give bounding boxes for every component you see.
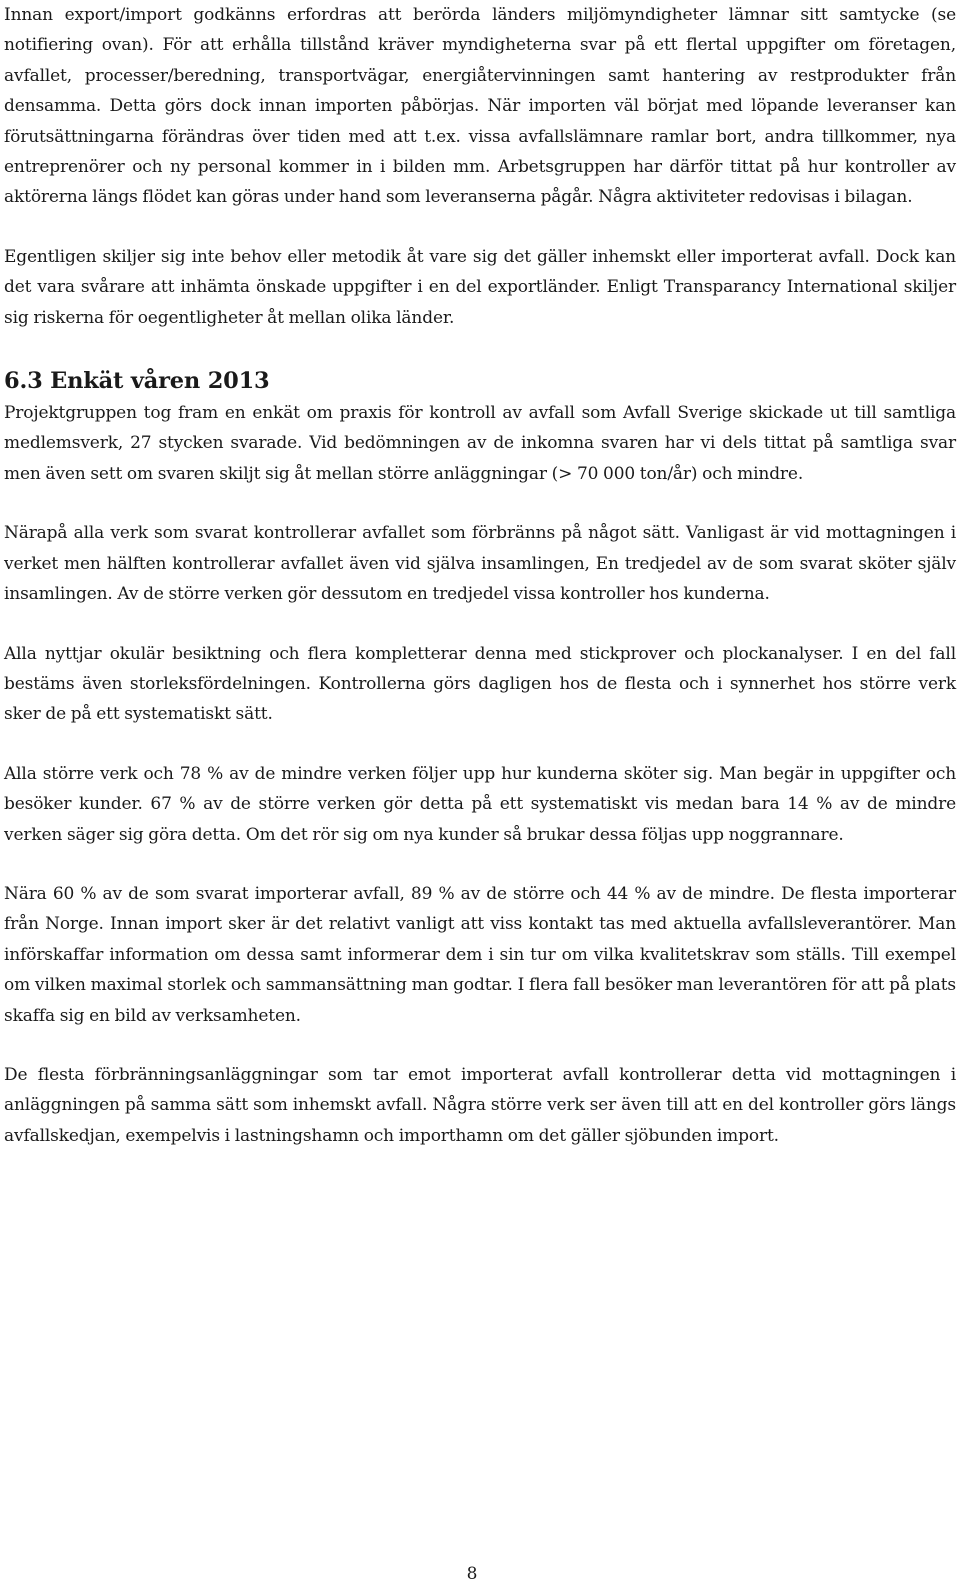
paragraph-inspection-methods: Alla nyttjar okulär besiktning och flera kompletterar denna med stickprover och plockanalyser. I en del fall bestäms även storleksfördelningen. Kontrollerna görs dagligen hos de flesta och i synnerhet hos större verk sker de på ett systematiskt sätt. <box>4 643 956 725</box>
paragraph-control-locations: Närapå alla verk som svarat kontrollerar avfallet som förbränns på något sätt. Vanligast är vid mottagningen i verket men hälften kontrollerar avfallet även vid själva insamlingen, En tredjedel av de som svarat sköter själv insamlingen. Av de större verken gör dessutom en tredjedel vissa kontroller hos kunderna. <box>4 523 956 605</box>
paragraph-methodology-comparison: Egentligen skiljer sig inte behov eller metodik åt vare sig det gäller inhemskt eller importerat avfall. Dock kan det vara svårare att inhämta önskade uppgifter i en del exportländer. Enligt Transparancy International skiljer sig riskerna för oegentligheter åt mellan olika länder. <box>4 246 956 328</box>
page-number: 8 <box>466 1564 478 1584</box>
paragraph-export-import-consent: Innan export/import godkänns erfordras att berörda länders miljömyndigheter lämnar sitt samtycke (se notifiering ovan). För att erhålla tillstånd kräver myndigheterna svar på ett flertal uppgifter om företagen, avfallet, processer/beredning, transportvägar, energiåtervinningen samt hantering av restprodukter från densamma. Detta görs dock innan importen påbörjas. När importen väl börjat med löpande leveranser kan förutsättningarna förändras över tiden med att t.ex. vissa avfallslämnare ramlar bort, andra tillkommer, nya entreprenörer och ny personal kommer in i bilden mm. Arbetsgruppen har därför tittat på hur kontroller av aktörerna längs flödet kan göras under hand som leveranserna pågår. Några aktiviteter redovisas i bilagan. <box>4 5 956 208</box>
document-page <box>4 0 956 1151</box>
paragraph-import-share: Nära 60 % av de som svarat importerar avfall, 89 % av de större och 44 % av de mindre. De flesta importerar från Norge. Innan import sker är det relativt vanligt att viss kontakt tas med aktuella avfallsleverantörer. Man införskaffar information om dessa samt informerar dem i sin tur om vilka kvalitetskrav som ställs. Till exempel om vilken maximal storlek och sammansättning man godtar. I flera fall besöker man leverantören för att på plats skaffa sig en bild av verksamheten. <box>4 883 956 1026</box>
paragraph-customer-followup: Alla större verk och 78 % av de mindre verken följer upp hur kunderna sköter sig. Man begär in uppgifter och besöker kunder. 67 % av de större verken gör detta på ett systematiskt vis medan bara 14 % av de mindre verken säger sig göra detta. Om det rör sig om nya kunder så brukar dessa följas upp noggrannare. <box>4 763 956 845</box>
section-heading: 6.3 Enkät våren 2013 <box>4 368 270 395</box>
paragraph-survey-intro: Projektgruppen tog fram en enkät om praxis för kontroll av avfall som Avfall Sverige skickade ut till samtliga medlemsverk, 27 stycken svarade. Vid bedömningen av de inkomna svaren har vi dels tittat på samtliga svar men även sett om svaren skiljt sig åt mellan större anläggningar (> 70 000 ton/år) och mindre. <box>4 403 956 484</box>
paragraph-import-controls: De flesta förbränningsanläggningar som tar emot importerat avfall kontrollerar detta vid mottagningen i anläggningen på samma sätt som inhemskt avfall. Några större verk ser även till att en del kontroller görs längs avfallskedjan, exempelvis i lastningshamn och importhamn om det gäller sjöbunden import. <box>4 1064 956 1146</box>
